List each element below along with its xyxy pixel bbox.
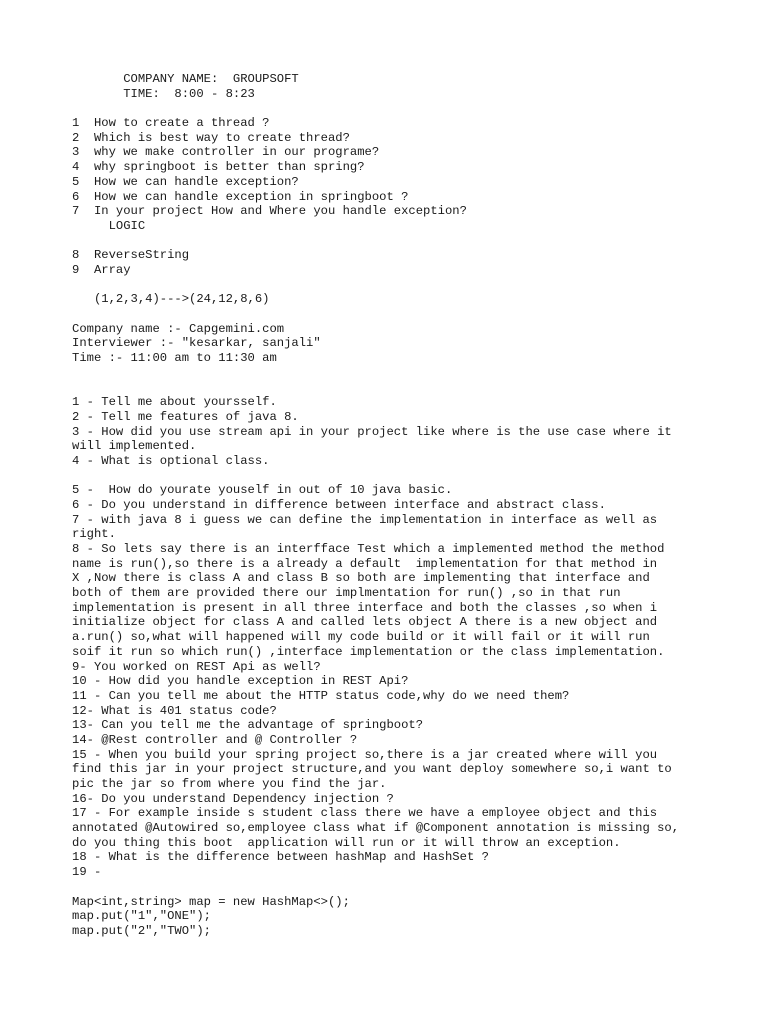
text-line: 17 - For example inside s student class there we have a employee object and this [72, 806, 658, 821]
text-line: 13- Can you tell me the advantage of springboot? [72, 718, 424, 733]
text-line [72, 101, 762, 116]
text-line: 1 How to create a thread ? [72, 116, 270, 131]
text-line: 4 - What is optional class. [72, 453, 270, 468]
text-line [72, 469, 762, 484]
text-line: Company name :- Capgemini.com [72, 321, 285, 336]
text-line [72, 366, 762, 381]
text-line: 2 - Tell me features of java 8. [72, 409, 299, 424]
text-line [72, 278, 762, 293]
text-line: Interviewer :- "kesarkar, sanjali" [72, 336, 321, 351]
text-line: map.put("1","ONE"); [72, 909, 211, 924]
text-line: 2 Which is best way to create thread? [72, 130, 350, 145]
text-line: map.put("2","TWO"); [72, 923, 211, 938]
text-line: 1 - Tell me about yoursself. [72, 395, 277, 410]
text-line: 5 How we can handle exception? [72, 174, 299, 189]
text-line: 15 - When you build your spring project so,there is a jar created where will you [72, 747, 658, 762]
text-line: 10 - How did you handle exception in REST Api? [72, 674, 409, 689]
text-line [72, 880, 762, 895]
text-line: 14- @Rest controller and @ Controller ? [72, 732, 358, 747]
text-line: 6 How we can handle exception in springboot ? [72, 189, 409, 204]
text-line: implementation is present in all three interface and both the classes ,so when i [72, 600, 658, 615]
text-line: LOGIC [72, 218, 146, 233]
text-line: right. [72, 527, 116, 542]
text-line: 8 - So lets say there is an interfface Test which a implemented method the method [72, 542, 665, 556]
text-line: 7 - with java 8 i guess we can define the implementation in interface as well as [72, 512, 658, 527]
document-page [72, 72, 762, 939]
text-line: a.run() so,what will happened will my code build or it will fail or it will run [72, 630, 650, 645]
text-line: initialize object for class A and called lets object A there is a new object and [72, 615, 658, 630]
text-line: pic the jar so from where you find the jar. [72, 777, 387, 791]
text-line: 6 - Do you understand in difference between interface and abstract class. [72, 497, 606, 512]
text-line: 7 In your project How and Where you handle exception? [72, 204, 467, 219]
text-line: 3 - How did you use stream api in your project like where is the use case where it [72, 424, 672, 439]
text-line: TIME: 8:00 - 8:23 [72, 86, 255, 101]
text-line: 3 why we make controller in our programe? [72, 145, 380, 160]
text-line: X ,Now there is class A and class B so both are implementing that interface and [72, 571, 650, 586]
text-line: soif it run so which run() ,interface implementation or the class implementation. [72, 644, 665, 659]
text-line: Map<int,string> map = new HashMap<>(); [72, 894, 350, 909]
text-line: 18 - What is the difference between hashMap and HashSet ? [72, 850, 489, 865]
text-line: 5 - How do yourate youself in out of 10 java basic. [72, 483, 453, 498]
text-line: annotated @Autowired so,employee class what if @Component annotation is missing so, [72, 821, 680, 836]
text-line: 16- Do you understand Dependency injection ? [72, 791, 394, 806]
text-line: 12- What is 401 status code? [72, 703, 277, 718]
text-line: 9 Array [72, 262, 131, 277]
text-line: 19 - [72, 865, 102, 880]
text-line: Time :- 11:00 am to 11:30 am [72, 351, 277, 366]
text-line: name is run(),so there is a already a default implementation for that method in [72, 556, 658, 571]
text-line: both of them are provided there our implmentation for run() ,so in that run [72, 586, 621, 601]
text-line: 8 ReverseString [72, 248, 190, 263]
text-line [72, 307, 762, 322]
text-line: COMPANY NAME: GROUPSOFT [72, 72, 299, 86]
text-line: do you thing this boot application will run or it will throw an exception. [72, 835, 621, 850]
text-line [72, 234, 762, 249]
text-line: 9- You worked on REST Api as well? [72, 659, 321, 674]
text-line: will implemented. [72, 439, 197, 454]
text-line [72, 380, 762, 395]
text-line: 4 why springboot is better than spring? [72, 160, 365, 175]
text-line: find this jar in your project structure,and you want deploy somewhere so,i want to [72, 762, 672, 777]
text-line: (1,2,3,4)--->(24,12,8,6) [72, 292, 270, 307]
text-line: 11 - Can you tell me about the HTTP status code,why do we need them? [72, 688, 570, 703]
